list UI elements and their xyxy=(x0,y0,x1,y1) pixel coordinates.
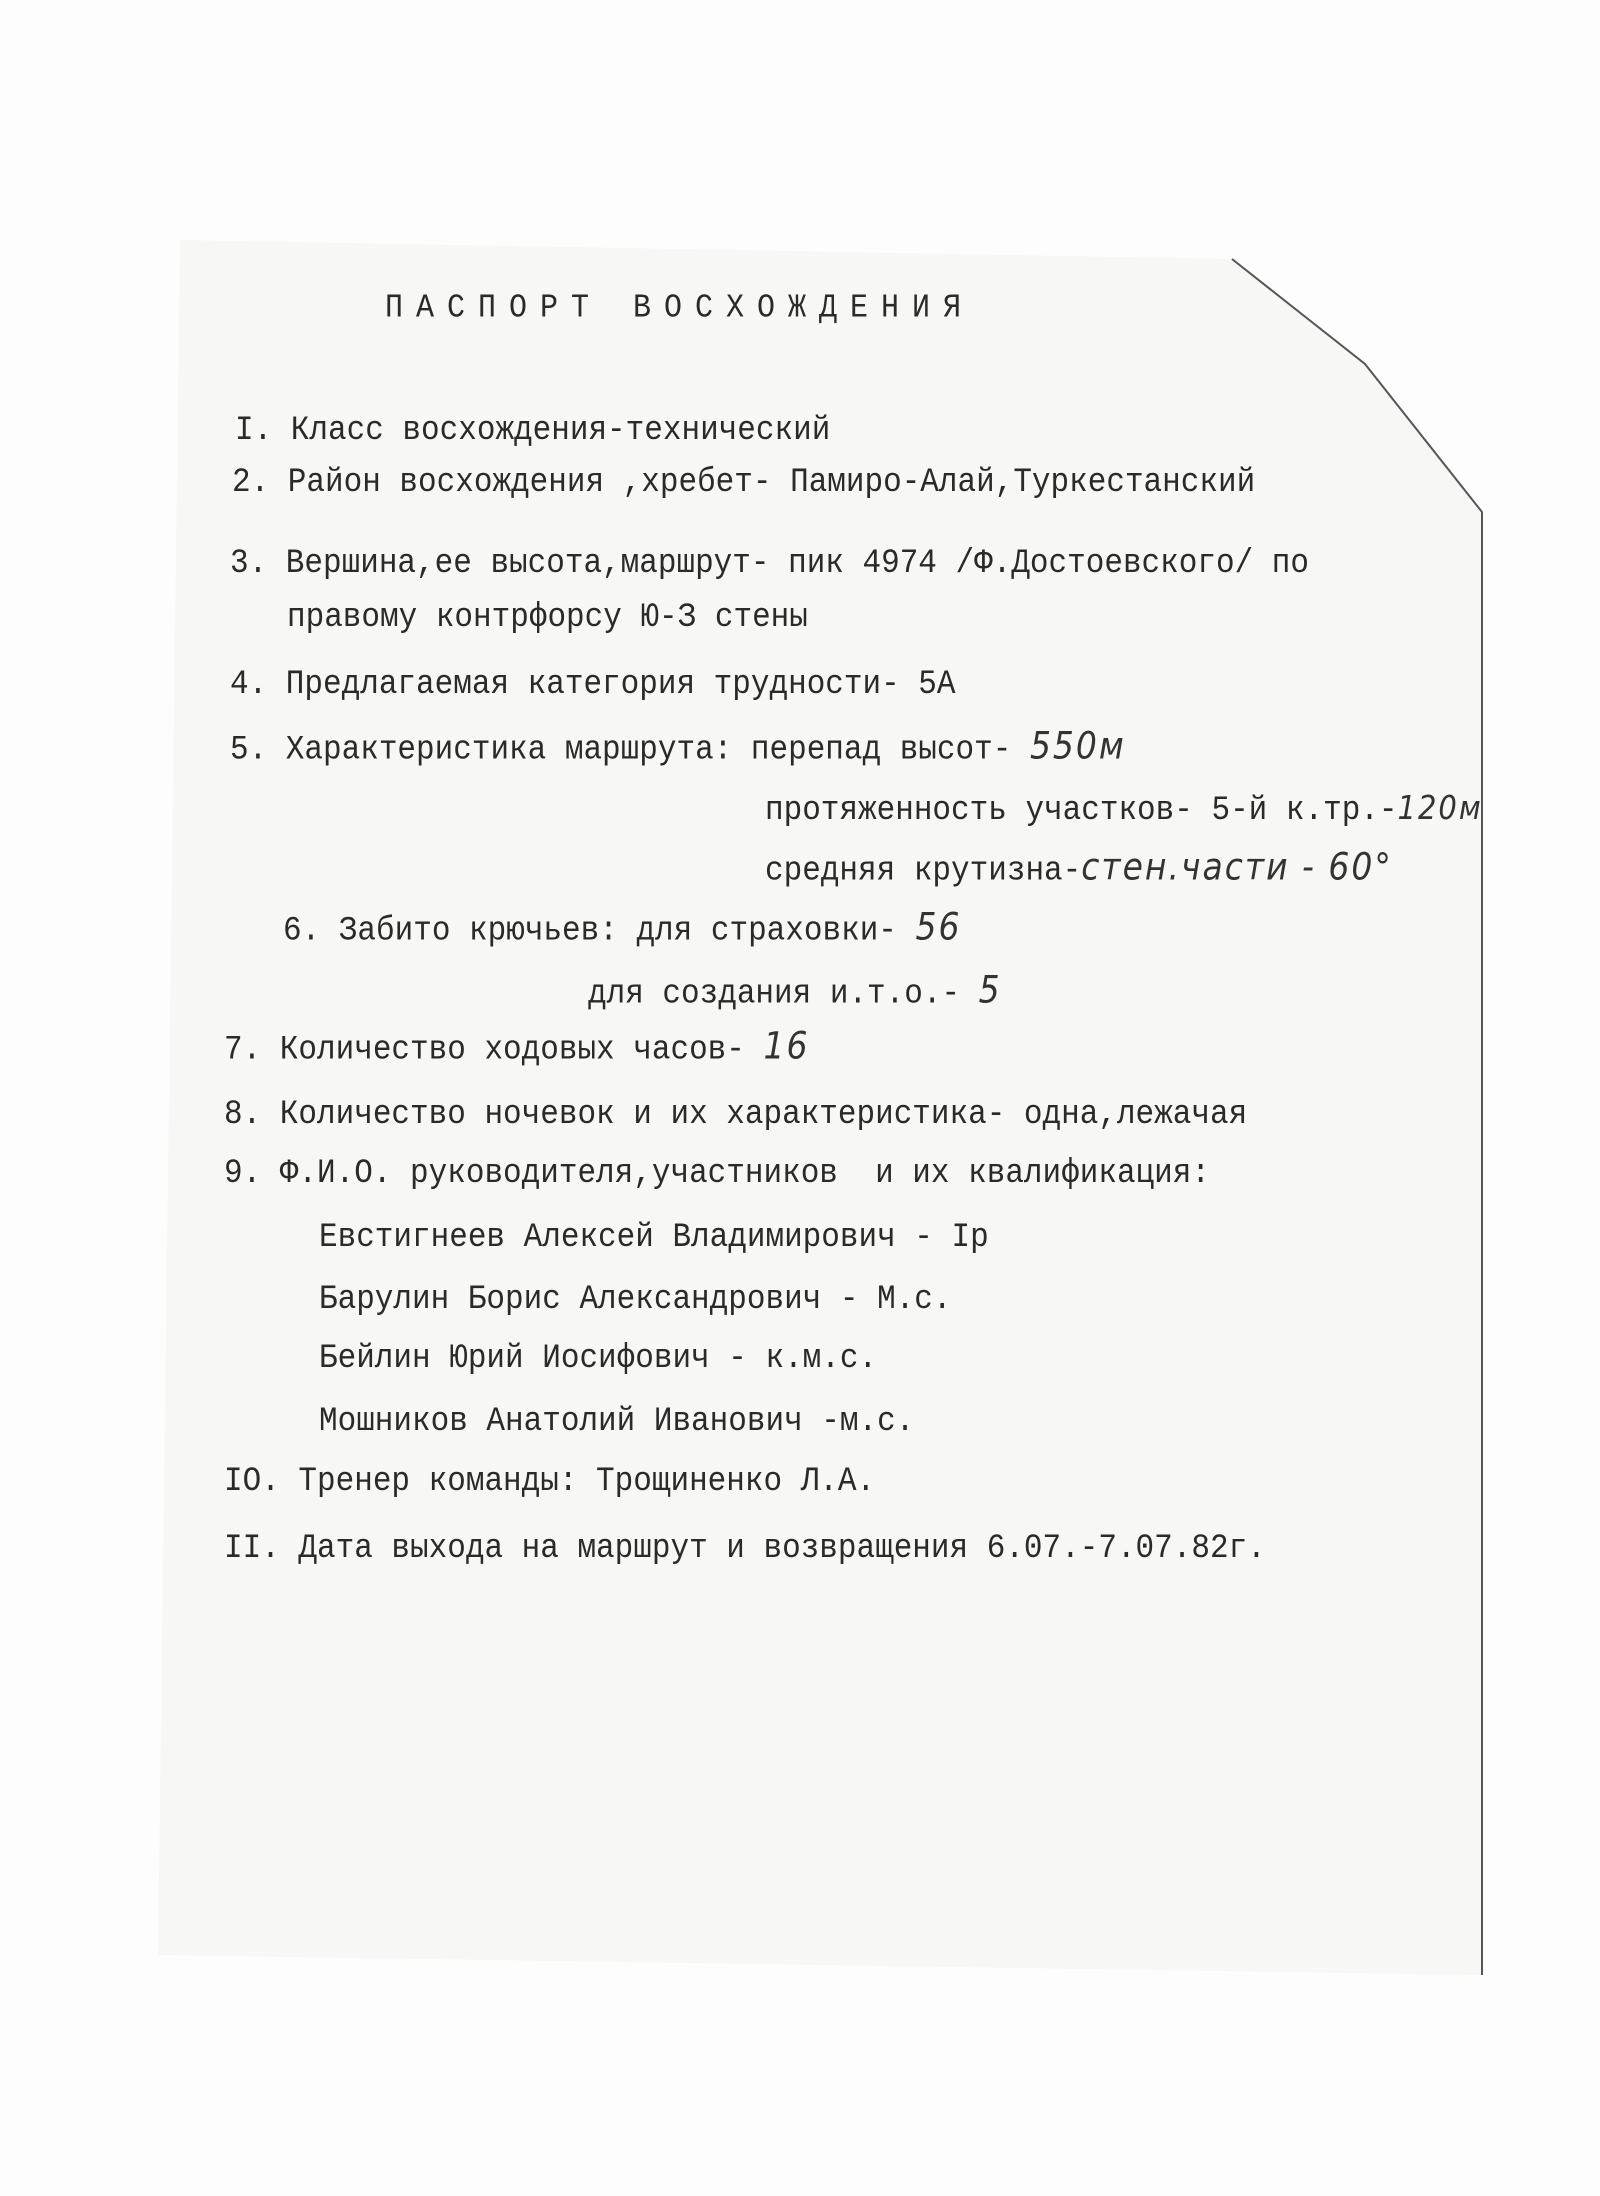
member-2: Барулин Борис Александрович - М.с. xyxy=(319,1279,952,1319)
item-8: 8. Количество ночевок и их характеристика- одна,лежачая xyxy=(224,1094,1248,1134)
item-6-aid-handwritten: 5 xyxy=(978,967,1002,1012)
item-6-handwritten: 56 xyxy=(915,904,962,949)
item-7-handwritten: 16 xyxy=(763,1023,810,1068)
page-title: ПАСПОРТ ВОСХОЖДЕНИЯ xyxy=(385,289,975,328)
item-6-aid-label: для создания и.т.о.- xyxy=(588,974,961,1014)
item-7 xyxy=(224,1023,810,1070)
member-1: Евстигнеев Алексей Владимирович - Iр xyxy=(319,1217,989,1257)
item-1: I. Класс восхождения-технический xyxy=(235,410,831,450)
item-3: 3. Вершина,ее высота,маршрут- пик 4974 /Ф.Достоевского/ по xyxy=(230,543,1309,583)
item-5 xyxy=(230,723,1126,770)
item-5-label: 5. Характеристика маршрута: перепад высот- xyxy=(230,730,1012,770)
item-10: IO. Тренер команды: Трощиненко Л.А. xyxy=(224,1461,876,1501)
item-5-steepness xyxy=(765,844,1393,891)
item-4: 4. Предлагаемая категория трудности- 5А xyxy=(230,664,956,704)
item-3-cont: правому контрфорсу Ю-З стены xyxy=(287,597,808,637)
item-6-label: 6. Забито крючьев: для страховки- xyxy=(283,911,897,951)
item-7-label: 7. Количество ходовых часов- xyxy=(224,1030,745,1070)
item-5-length xyxy=(765,788,1483,831)
member-3: Бейлин Юрий Иосифович - к.м.с. xyxy=(319,1338,878,1378)
item-5-steepness-label: средняя крутизна- xyxy=(765,851,1082,891)
item-5-handwritten: 550м xyxy=(1029,723,1126,768)
item-9: 9. Ф.И.О. руководителя,участников и их квалификация: xyxy=(224,1153,1210,1193)
item-5-steepness-handwritten: стен.части - 60° xyxy=(1081,844,1393,889)
item-11: II. Дата выхода на маршрут и возвращения 6.07.-7.07.82г. xyxy=(224,1528,1266,1568)
item-5-length-label: протяженность участков- 5-й к.тр.- xyxy=(765,790,1398,831)
member-4: Мошников Анатолий Иванович -м.с. xyxy=(319,1401,915,1441)
item-6 xyxy=(283,904,962,951)
item-6-aid xyxy=(588,967,1002,1014)
item-5-length-handwritten: 120м xyxy=(1397,788,1483,827)
item-2: 2. Район восхождения ,хребет- Памиро-Алай,Туркестанский xyxy=(232,462,1256,502)
